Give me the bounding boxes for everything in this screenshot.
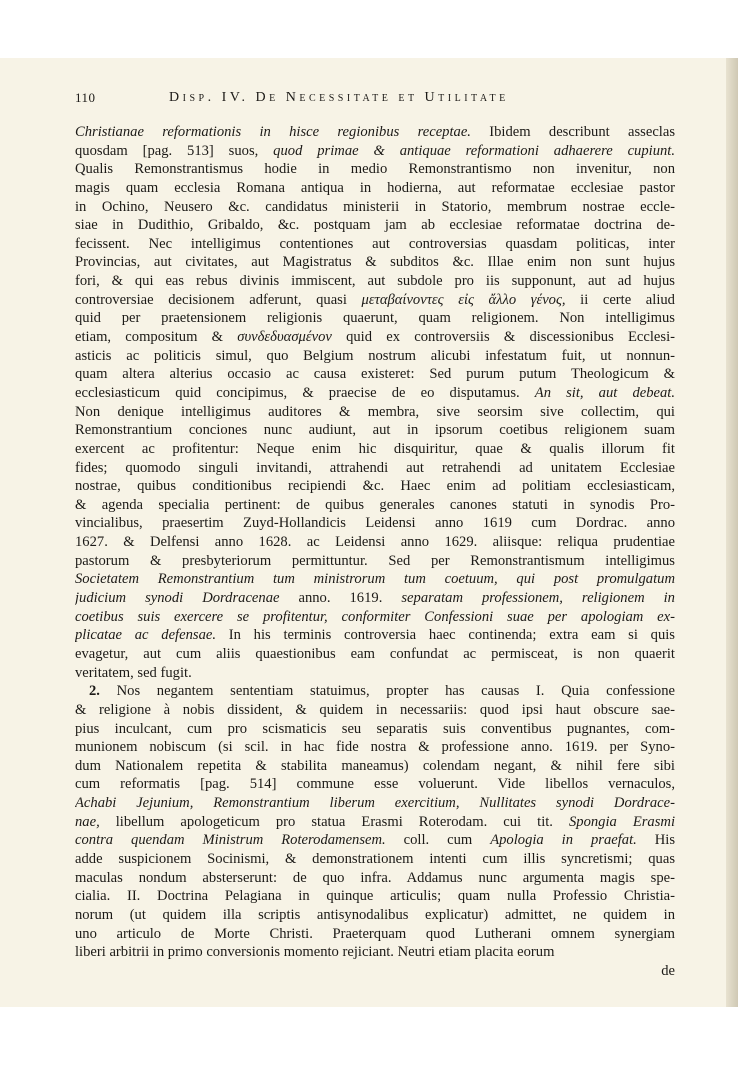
text-line (75, 720, 675, 739)
text-run: cialia. II. Doctrina Pelagiana in quinque articulis; quam nulla Professio Christia- (75, 888, 675, 905)
scan-margin-bottom (0, 1007, 738, 1068)
text-run: 1627. & Delfensi anno 1628. ac Leidensi anno 1629. aliisque: reliqua prudentiae (75, 534, 675, 551)
text-run: controversiae decisionem adferunt, quasi (75, 291, 362, 308)
text-line (75, 608, 675, 627)
italic-text: συνδεδυασμένον (237, 329, 332, 346)
text-run: & agenda specialia pertinent: de quibus generales canones statuti in synodis Pro- (75, 496, 675, 513)
text-run: coll. cum (385, 832, 491, 849)
text-line (75, 272, 675, 291)
text-line (75, 850, 675, 869)
italic-text: Achabi Jejunium, Remonstrantium liberum exercitium, Nullitates synodi Dordrace- (75, 795, 675, 812)
text-line (75, 403, 675, 422)
text-run: vincialibus, praesertim Zuyd-Hollandicis Leidensi anno 1619 cum Dordrac. anno (75, 515, 675, 532)
text-run: etiam, compositum & (75, 329, 238, 346)
text-run: Non denique intelligimus auditores & membra, sive seorsim sive collectim, qui (75, 403, 675, 420)
text-line (75, 626, 675, 645)
paragraph-number: 2. (89, 683, 100, 700)
text-line (75, 962, 675, 981)
text-line (75, 794, 675, 813)
italic-text: An sit, aut debeat. (534, 384, 675, 401)
italic-text: Societatem Remonstrantium tum ministrorum tum coetuum, qui post promulgatum (75, 571, 675, 588)
text-line (75, 925, 675, 944)
text-run: quosdam [pag. 513] suos, (75, 142, 274, 159)
text-line (75, 869, 675, 888)
text-run: cum reformatis [pag. 514] commune esse voluerunt. Vide libellos vernaculos, (75, 776, 675, 793)
text-run: liberi arbitrii in primo conversionis momento rejiciant. Neutri etiam placita eorum (75, 944, 555, 961)
text-line (75, 328, 675, 347)
text-line (75, 664, 675, 683)
text-run: libellum apologeticum pro statua Erasmi Roterodam. cui tit. (99, 813, 569, 830)
text-line (75, 514, 675, 533)
text-run: magis quam ecclesia Romana antiqua in hodierna, aut reformatae ecclesiae pastor (75, 179, 675, 196)
text-run: & religione à nobis dissident, & quidem in necessariis: quod ipsi haut obscure sae- (75, 701, 675, 718)
text-run: anno. 1619. (298, 590, 402, 607)
text-run: ii certe aliud (565, 291, 675, 308)
text-run: nostrae, quibus conditionibus recipiendi &c. Haec enim ad politiam ecclesiasticam, (75, 478, 675, 495)
text-line (75, 682, 675, 701)
text-line (75, 552, 675, 571)
text-run: maculas nondum absterserunt: de quo infra. Addamus nunc argumenta magis spe- (75, 869, 675, 886)
text-run: fides; quomodo singuli invitandi, attrahendi aut retrahendi ad unitatem Ecclesiae (75, 459, 675, 476)
page-edge-shadow (726, 58, 738, 1007)
text-line (75, 589, 675, 608)
text-line (75, 533, 675, 552)
running-title: Disp. IV. De Necessitate et Utilitate (169, 90, 509, 105)
italic-text: quod primae & antiquae reformationi adhaerere cupiunt. (273, 142, 675, 159)
italic-text: μεταβαίνοντες εἰς ἄλλο γένος, (361, 291, 566, 308)
text-run: veritatem, sed fugit. (75, 664, 192, 681)
text-run: ecclesiasticum quid concipimus, & praecise de eo disputamus. (75, 384, 535, 401)
text-line (75, 179, 675, 198)
italic-text: Apologia in praefat. (490, 832, 637, 849)
page-number: 110 (75, 90, 96, 105)
text-run: uno articulo de Morte Christi. Praeterquam quod Lutherani omnem synergiam (75, 925, 675, 942)
text-run: siae in Dudithio, Gribaldo, &c. postquam jam ab ecclesiae reformatae doctrina de- (75, 217, 675, 234)
text-run: Nos negantem sententiam statuimus, propter has causas I. Quia confessione (99, 683, 675, 700)
text-run: fori, & qui eas rebus divinis immiscent, aut subdole pro iis supponunt, aut ad hujus (75, 273, 675, 290)
text-line (75, 496, 675, 515)
italic-text: contra quendam Ministrum Roterodamensem. (75, 832, 386, 849)
text-line (75, 943, 675, 962)
text-line (75, 142, 675, 161)
text-run: Ibidem describunt asseclas (470, 124, 675, 140)
text-run: His (636, 832, 675, 849)
text-run: exercent ac profitentur: Neque enim hic disquiritur, quae & qualis illorum fit (75, 440, 675, 457)
text-line (75, 906, 675, 925)
body-text (75, 123, 675, 980)
text-line (75, 160, 675, 179)
text-run: pastorum & presbyteriorum permittuntur. Sed per Remonstrantismum intelligimus (75, 552, 675, 569)
text-line (75, 309, 675, 328)
text-line (75, 123, 675, 142)
text-line (75, 216, 675, 235)
text-run: Provincias, aut civitates, aut Magistratus & subditos &c. Illae enim non sunt hujus (75, 254, 675, 271)
text-line (75, 645, 675, 664)
text-line (75, 757, 675, 776)
text-run: In his terminis controversia haec continenda; extra eam si quis (216, 627, 675, 644)
text-line (75, 440, 675, 459)
text-line (75, 291, 675, 310)
text-line (75, 384, 675, 403)
text-line (75, 701, 675, 720)
text-run: fecissent. Nec intelligimus contentiones aut controversias quasdam politicas, inter (75, 235, 675, 252)
text-run: adde suspicionem Socinismi, & demonstrationem intenti cum illis syncretismi; quas (75, 850, 675, 867)
text-line (75, 347, 675, 366)
italic-text: Spongia Erasmi (568, 813, 675, 830)
scan-margin-top (0, 0, 738, 58)
text-run: Remonstrantium conciones nunc audiunt, aut in ipsorum coetibus religionem suam (75, 422, 675, 439)
text-run: quid ex controversiis & discessionibus Ecclesi- (331, 329, 675, 346)
italic-text: Christianae reformationis in hisce regionibus receptae. (75, 124, 471, 140)
text-line (75, 775, 675, 794)
text-line (75, 738, 675, 757)
text-line (75, 459, 675, 478)
text-line (75, 477, 675, 496)
text-run: quam altera alterius occasio ac causa existeret: Sed purum putum Theologicum & (75, 366, 675, 383)
text-line (75, 570, 675, 589)
text-line (75, 831, 675, 850)
italic-text: judicium synodi Dordracenae (75, 590, 299, 607)
text-run: evagetur, aut cum aliis quaestionibus eam confundat ac permisceat, is non quaerit (75, 645, 675, 662)
text-line (75, 813, 675, 832)
text-line (75, 887, 675, 906)
text-line (75, 365, 675, 384)
text-line (75, 421, 675, 440)
text-run: Qualis Remonstrantismus hodie in medio Remonstrantismo non invenitur, non (75, 161, 675, 178)
text-line (75, 198, 675, 217)
italic-text: coetibus suis exercere se profitentur, conformiter Confessioni suae per apologiam ex- (75, 608, 675, 625)
text-line (75, 235, 675, 254)
italic-text: separatam professionem, religionem in (401, 590, 675, 607)
text-run: asticis ac politicis simul, quo Belgium nostrum alicubi infestatum fuit, ut nonnun- (75, 347, 675, 364)
text-run: pius inculcant, cum pro scismaticis seu separatis suis conventibus pugnantes, com- (75, 720, 675, 737)
italic-text: nae, (75, 813, 100, 830)
text-run: de (661, 962, 675, 979)
text-line (75, 253, 675, 272)
text-run: quid per praetensionem religionis quaerunt, quam religionem. Non intelligimus (75, 310, 675, 327)
text-run: munionem nobiscum (si scil. in hac fide nostra & professione anno. 1619. per Syno- (75, 739, 675, 756)
text-run: in Ochino, Neusero &c. candidatus ministerii in Statorio, membrum nostrae eccle- (75, 198, 675, 215)
text-run: norum (ut quidem illa scriptis antisynodalibus explicatur) admittet, ne quidem in (75, 906, 675, 923)
page-header (75, 90, 675, 108)
italic-text: plicatae ac defensae. (75, 627, 216, 644)
text-run: dum Nationalem repetita & stabilita maneamus) colendam negant, & nihil fere sibi (75, 757, 675, 774)
